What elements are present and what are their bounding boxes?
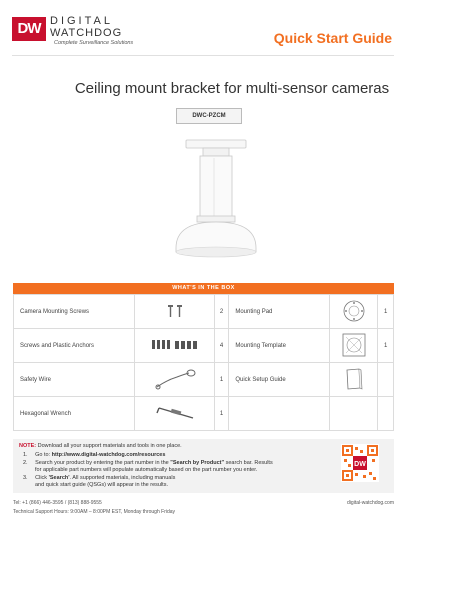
footer-phone: Tel: +1 (866) 446-3595 / (813) 888-9555 [13,500,102,506]
step-text: Go to: [35,452,52,458]
item-qty: 1 [214,363,228,397]
step-emphasis: "Search by Product" [170,460,225,466]
brand-tagline: Complete Surveillance Solutions [54,40,134,46]
step-number: 3. [23,475,28,481]
item-name: Quick Setup Guide [229,363,329,397]
mounting-pad-icon [329,295,378,329]
footer-website[interactable]: digital-watchdog.com [347,500,394,506]
safety-wire-icon [135,363,215,397]
model-badge: DWC-PZCM [176,108,242,124]
item-qty: 1 [214,397,228,431]
item-name: Safety Wire [14,363,135,397]
screws-anchors-icon [135,329,215,363]
brand-logo-line2: WATCHDOG [50,27,123,39]
note-step-3 [23,475,175,481]
item-qty: 4 [214,329,228,363]
item-name: Mounting Template [229,329,329,363]
item-name: Camera Mounting Screws [14,295,135,329]
note-step-1 [23,452,165,458]
brand-logo-mark: DW [12,17,46,41]
qr-code-icon [341,444,379,482]
quick-setup-guide-icon [329,363,378,397]
qr-logo-mark: DW [354,461,366,468]
step-text: Search your product by entering the part number in the [35,460,171,466]
item-name: Hexagonal Wrench [14,397,135,431]
empty-cell [329,397,378,431]
hex-wrench-icon [135,397,215,431]
step-number: 2. [23,460,28,466]
item-qty: 1 [378,329,394,363]
table-row [14,397,394,431]
table-row [14,329,394,363]
support-note-box [13,439,394,493]
note-intro-line [19,443,182,449]
page-title: Ceiling mount bracket for multi-sensor cameras [74,80,390,97]
note-step-3-cont: and quick start guide (QSGs) will appear in the results. [35,482,168,488]
step-emphasis: 'Search' [48,475,70,481]
step-text: search bar. Results [224,460,273,466]
camera-screws-icon [135,295,215,329]
table-row [14,295,394,329]
item-name: Mounting Pad [229,295,329,329]
doc-type-heading: Quick Start Guide [273,30,392,46]
step-text: . All supported materials, including manuals [69,475,176,481]
step-text: Click [35,475,49,481]
item-qty [378,363,394,397]
item-name [229,397,329,431]
note-label: NOTE: [19,443,37,449]
item-name: Screws and Plastic Anchors [14,329,135,363]
note-step-2 [23,460,273,466]
contents-table [13,294,394,431]
header-divider [12,55,394,56]
table-row [14,363,394,397]
product-image [170,136,262,266]
item-qty: 1 [378,295,394,329]
step-number: 1. [23,452,28,458]
item-qty [378,397,394,431]
item-qty: 2 [214,295,228,329]
note-step-2-cont: for applicable part numbers will populate automatically based on the part number you enter. [35,467,258,473]
footer-hours: Technical Support Hours: 9:00AM – 8:00PM EST, Monday through Friday [13,509,176,515]
brand-logo-line1: DIGITAL [50,15,113,27]
note-intro: Download all your support materials and tools in one place. [37,443,182,449]
resources-link[interactable]: http://www.digital-watchdog.com/resources [51,452,166,458]
section-heading: WHAT'S IN THE BOX [13,283,394,294]
mounting-template-icon [329,329,378,363]
